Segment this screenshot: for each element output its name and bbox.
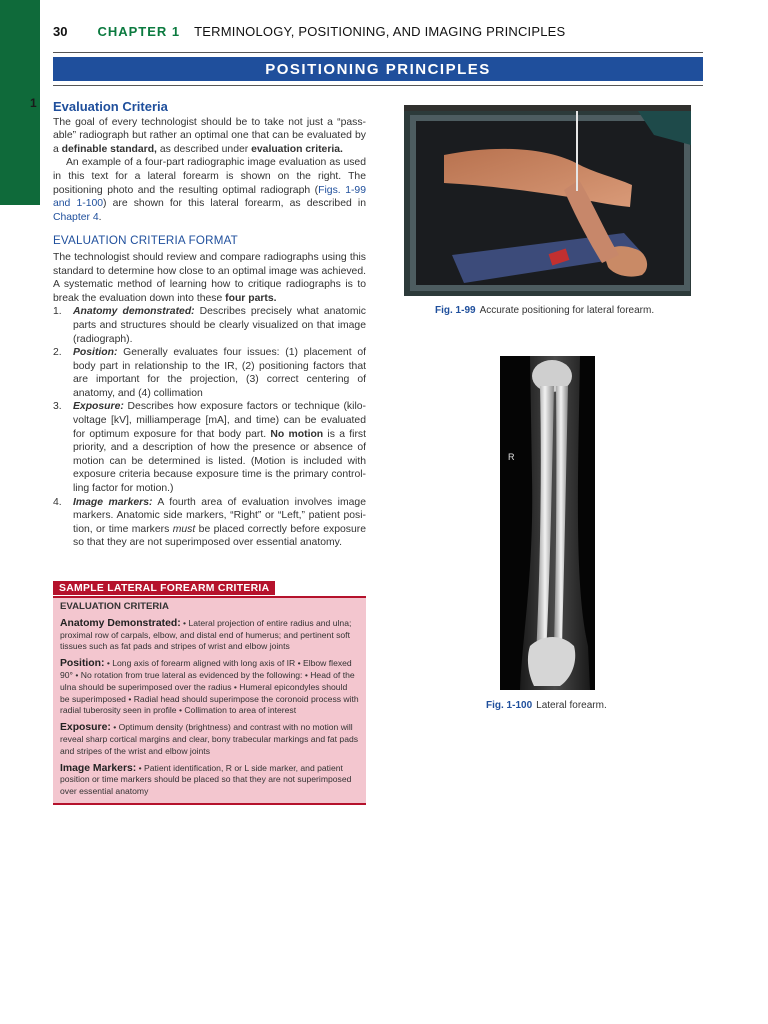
banner-rule xyxy=(53,85,703,86)
list-item: 4. Image markers: A fourth area of evaluation involves image markers. Anatomic side markers, “Right” or “Left,” patient posi-tion, or time markers must be placed correctly before exposure so that they are not superimposed over essential anatomy. xyxy=(53,496,366,549)
format-intro: The technologist should review and compare radiographs using this standard to determine how close to an optimal image was achieved. A systematic method of learning how to critique radiographs is to break the evaluation down into these four parts. xyxy=(53,251,366,304)
figure-caption-100: Fig. 1-100 Lateral forearm. xyxy=(486,700,607,711)
section-banner: POSITIONING PRINCIPLES xyxy=(53,57,703,81)
sample-box-subheader: EVALUATION CRITERIA xyxy=(60,601,169,612)
criteria-section-exposure: Exposure: • Optimum density (brightness) and contrast with no motion will reveal sharp cortical margins and clear, bony trabecular markings and fat pads and stripes of the wrist and elbow joints xyxy=(60,722,359,756)
criteria-section-markers: Image Markers: • Patient identification, R or L side marker, and patient position or time markers should be placed so that they are not superimposed over essential anatomy xyxy=(60,762,352,797)
sample-criteria-box xyxy=(53,578,366,805)
list-item: 3. Exposure: Describes how exposure factors or technique (kilo-voltage [kV], milliamperage [mA], and time) can be evaluated for optimum exposure for that body part. No motion is a first priority, and a description of how the presence or absence of motion can be determined is listed. (Motion is included with exposure criteria because exposure time is the primary control-ling factor for motion.) xyxy=(53,401,366,495)
header-rule xyxy=(53,52,703,53)
criteria-section-position: Position: • Long axis of forearm aligned with long axis of IR • Elbow flexed 90° • No rotation from true lateral as evidenced by the following: • Head of the ulna should be superimposed over the radius • Humeral epicondyles should be superimposed • Radial head should superimpose the coronoid process with radial tuberosity seen in profile • Collimation to area of interest xyxy=(60,658,359,716)
list-item: 2. Position: Generally evaluates four issues: (1) placement of body part in relationship to the IR, (2) positioning factors that are important for the projection, (3) correct centering of anatomy, and (4) collimation xyxy=(53,347,366,399)
running-header xyxy=(53,24,703,42)
criteria-section-anatomy: Anatomy Demonstrated: • Lateral projection of entire radius and ulna; proximal row of carpals, elbow, and distal end of humerus; and pertinent soft tissues such as fat pads and stripes of wrist and elbow joints xyxy=(60,617,352,652)
evaluation-paragraph-2: An example of a four-part radiographic image evaluation as used in this text for a lateral forearm is shown on the right. The positioning photo and the resulting optimal radiograph (Figs. 1-99 and 1-100) are shown for this lateral forearm, as described in Chapter 4. xyxy=(53,157,366,223)
evaluation-paragraph-1: The goal of every technologist should be to take not just a “pass-able” radiograph but rather an optimal one that can be evaluated by a definable standard, as described under evaluation criteria. xyxy=(53,116,366,155)
sample-box-body xyxy=(53,596,366,805)
page-number: 30 xyxy=(53,24,68,39)
figure-link[interactable]: Figs. 1-99 and 1-100 xyxy=(53,184,366,210)
chapter-title: TERMINOLOGY, POSITIONING, AND IMAGING PRINCIPLES xyxy=(194,24,566,39)
chapter-side-number: 1 xyxy=(30,96,37,110)
forearm-radiograph xyxy=(500,356,595,690)
side-marker-r: R xyxy=(508,452,515,462)
chapter-label: CHAPTER 1 xyxy=(97,24,181,39)
format-heading: EVALUATION CRITERIA FORMAT xyxy=(53,234,238,248)
positioning-photo xyxy=(404,105,691,296)
left-column xyxy=(53,100,366,550)
list-item: 1. Anatomy demonstrated: Describes precisely what anatomic parts and structures should be clearly visualized on that image (radiograph). xyxy=(53,306,366,345)
figure-caption-99: Fig. 1-99 Accurate positioning for lateral forearm. xyxy=(435,305,655,316)
evaluation-heading: Evaluation Criteria xyxy=(53,99,168,114)
sample-box-header: SAMPLE LATERAL FOREARM CRITERIA xyxy=(53,581,275,595)
criteria-list xyxy=(53,305,366,550)
chapter-link[interactable]: Chapter 4 xyxy=(53,211,99,223)
